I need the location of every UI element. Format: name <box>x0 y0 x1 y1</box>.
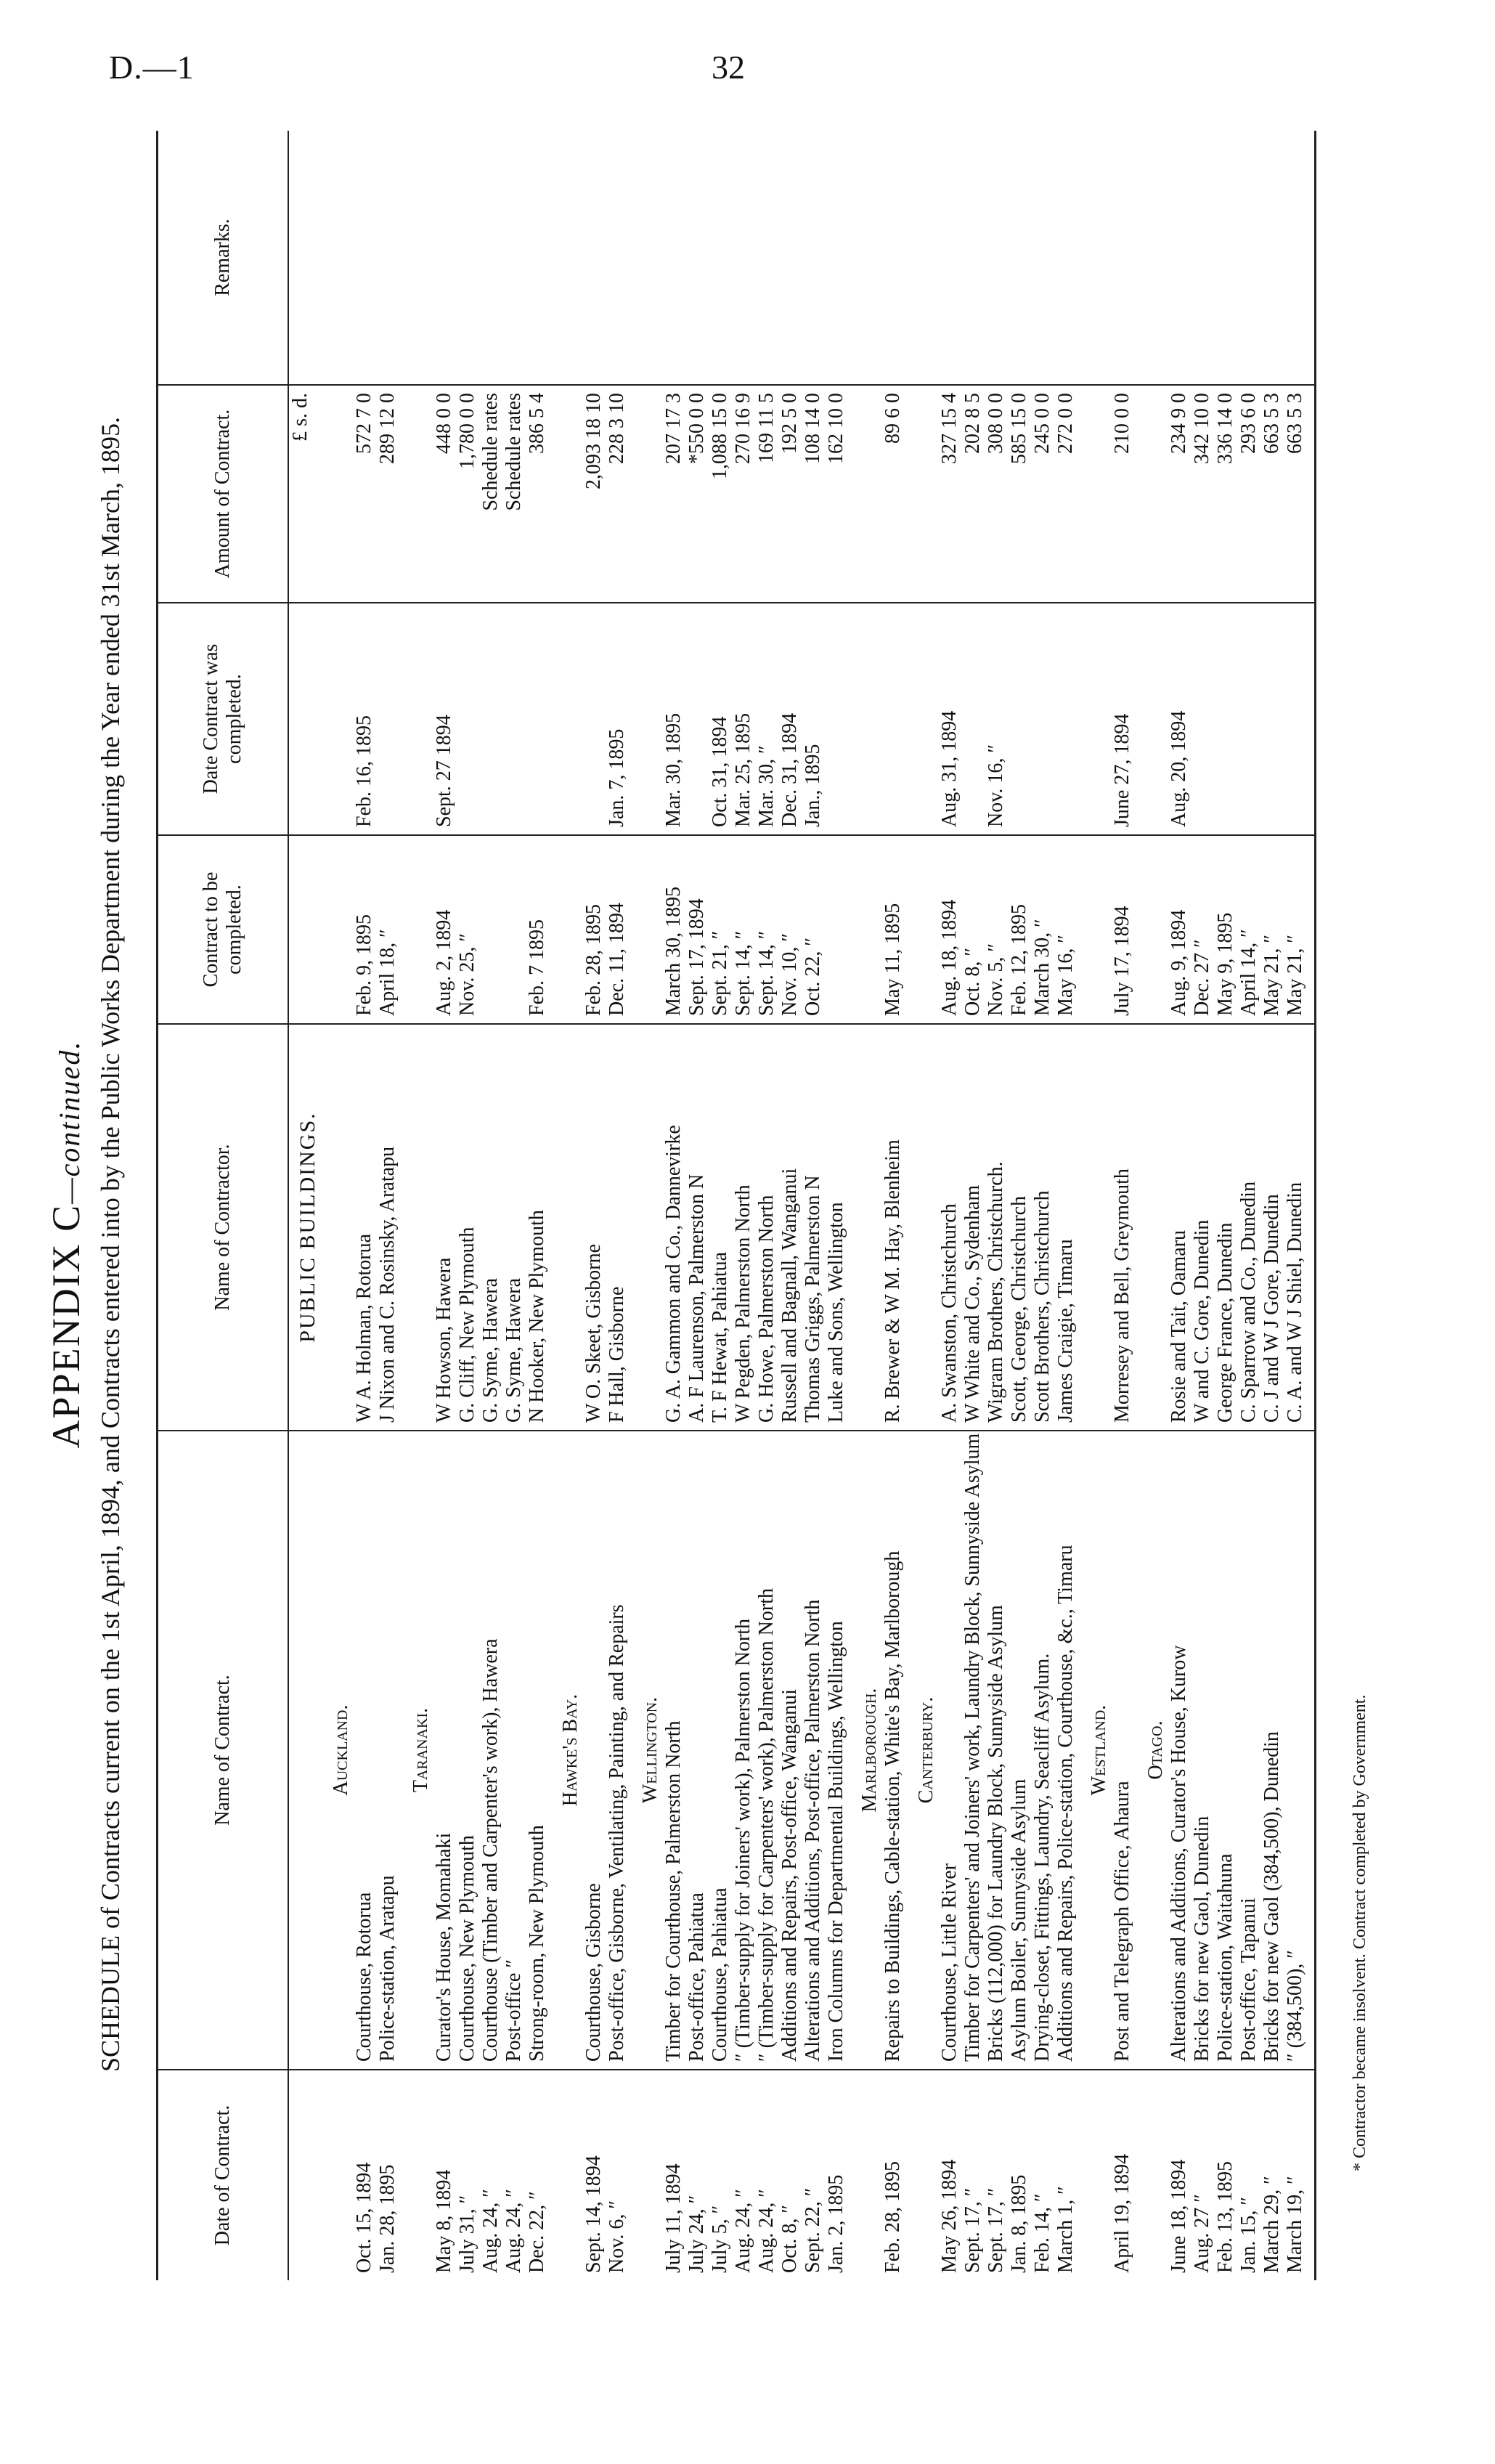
cell-contract: Post-office, Gisborne, Ventilating, Painting, and Repairs <box>606 1431 629 2070</box>
cell-to-complete: Sept. 17, 1894 <box>685 835 709 1024</box>
cell-contractor: G. Cliff, New Plymouth <box>456 1024 479 1431</box>
cell-contract: Post-office, Tapanui <box>1237 1431 1260 2070</box>
cell-remarks <box>825 131 848 385</box>
cell-contractor: C. A. and W J Shiel, Dunedin <box>1284 1024 1307 1431</box>
section-name: Auckland. <box>319 1431 353 2070</box>
cell-remarks <box>961 131 985 385</box>
cell-date: Feb. 14, ″ <box>1031 2193 1054 2273</box>
cell-contractor: Thomas Griggs, Palmerston N <box>802 1024 825 1431</box>
cell-contract: Iron Columns for Departmental Buildings, Wellington <box>825 1431 848 2070</box>
cell-to-complete: July 17, 1894 <box>1111 835 1134 1024</box>
cell-completed: Mar. 30, 1895 <box>662 603 685 835</box>
cell-to-complete: Feb. 9, 1895 <box>353 835 376 1024</box>
cell-remarks <box>1284 131 1307 385</box>
table-row <box>376 131 399 2280</box>
cell-contractor: W O. Skeet, Gisborne <box>582 1024 606 1431</box>
table-row <box>479 131 502 2280</box>
cell-amount: 308 0 0 <box>985 385 1008 603</box>
table-row <box>685 131 709 2280</box>
table-row <box>802 131 825 2280</box>
cell-amount: 1,780 0 0 <box>456 385 479 603</box>
cell-contract: Drying-closet, Fittings, Laundry, Seacliff Asylum. <box>1031 1431 1054 2070</box>
table-row <box>1284 131 1307 2280</box>
cell-contract: Courthouse (Timber and Carpenter's work), Hawera <box>479 1431 502 2070</box>
section-name: Otago. <box>1134 1431 1168 2070</box>
rotated-schedule <box>44 85 1409 2404</box>
cell-remarks <box>938 131 961 385</box>
cell-amount: 202 8 5 <box>961 385 985 603</box>
table-row <box>1237 131 1260 2280</box>
cell-contractor: Luke and Sons, Wellington <box>825 1024 848 1431</box>
cell-date: July 31, ″ <box>456 2195 478 2273</box>
table-row <box>1168 131 1191 2280</box>
cell-date: Aug. 24, ″ <box>502 2189 525 2273</box>
cell-amount: 572 7 0 <box>353 385 376 603</box>
cell-contract: Bricks for new Gaol (384,500), Dunedin <box>1260 1431 1284 2070</box>
cell-contractor: G. Syme, Hawera <box>502 1024 526 1431</box>
cell-amount: 327 15 4 <box>938 385 961 603</box>
cell-contractor: T. F Hewat, Pahiatua <box>709 1024 732 1431</box>
cell-contract: Courthouse, Little River <box>938 1431 961 2070</box>
cell-amount: 270 16 9 <box>732 385 755 603</box>
cell-date: Jan. 28, 1895 <box>376 2164 399 2273</box>
cell-contract: Bricks (112,000) for Laundry Block, Sunnyside Asylum <box>985 1431 1008 2070</box>
cell-amount: 272 0 0 <box>1054 385 1078 603</box>
table-row <box>606 131 629 2280</box>
cell-amount: 234 9 0 <box>1168 385 1191 603</box>
section-name: Marlborough. <box>848 1431 881 2070</box>
cell-contractor: N Hooker, New Plymouth <box>526 1024 549 1431</box>
cell-amount: 585 15 0 <box>1008 385 1031 603</box>
cell-completed <box>1008 603 1031 835</box>
cell-completed: Mar. 30, ″ <box>755 603 778 835</box>
cell-completed: Jan. 7, 1895 <box>606 603 629 835</box>
cell-contract: Post and Telegraph Office, Ahaura <box>1111 1431 1134 2070</box>
cell-remarks <box>1111 131 1134 385</box>
section-row <box>905 131 938 2280</box>
cell-contractor: James Craigie, Timaru <box>1054 1024 1078 1431</box>
cell-contractor: G. A. Gammon and Co., Dannevirke <box>662 1024 685 1431</box>
table-row <box>755 131 778 2280</box>
table-row <box>825 131 848 2280</box>
cell-completed <box>376 603 399 835</box>
cell-to-complete: Feb. 12, 1895 <box>1008 835 1031 1024</box>
cell-date: April 19, 1894 <box>1111 2153 1133 2273</box>
cell-remarks <box>526 131 549 385</box>
cell-remarks <box>709 131 732 385</box>
cell-contractor: George France, Dunedin <box>1214 1024 1237 1431</box>
table-row <box>456 131 479 2280</box>
cell-amount: 663 5 3 <box>1260 385 1284 603</box>
col-completed: Date Contract was completed. <box>158 603 289 835</box>
cell-remarks <box>1214 131 1237 385</box>
table-row <box>1054 131 1078 2280</box>
cell-contractor: Russell and Bagnall, Wanganui <box>778 1024 802 1431</box>
cell-date: June 18, 1894 <box>1168 2159 1190 2273</box>
cell-contractor: C. J and W J Gore, Dunedin <box>1260 1024 1284 1431</box>
cell-remarks <box>1168 131 1191 385</box>
cell-contractor: G. Howe, Palmerston North <box>755 1024 778 1431</box>
cell-date: Nov. 6, ″ <box>606 2200 628 2273</box>
cell-contract: Curator's House, Momahaki <box>433 1431 456 2070</box>
cell-completed <box>1284 603 1307 835</box>
cell-contractor: C. Sparrow and Co., Dunedin <box>1237 1024 1260 1431</box>
cell-amount: 210 0 0 <box>1111 385 1134 603</box>
cell-to-complete: Dec. 11, 1894 <box>606 835 629 1024</box>
cell-contractor: Scott Brothers, Christchurch <box>1031 1024 1054 1431</box>
cell-date: May 8, 1894 <box>433 2169 455 2273</box>
cell-amount: 342 10 0 <box>1191 385 1214 603</box>
cell-contractor: F Hall, Gisborne <box>606 1024 629 1431</box>
contracts-table <box>156 131 1316 2280</box>
cell-to-complete: May 21, ″ <box>1260 835 1284 1024</box>
cell-completed <box>526 603 549 835</box>
col-contractor: Name of Contractor. <box>158 1024 289 1431</box>
section-name: Westland. <box>1078 1431 1111 2070</box>
col-date: Date of Contract. <box>158 2070 289 2280</box>
table-row <box>526 131 549 2280</box>
cell-remarks <box>1191 131 1214 385</box>
cell-remarks <box>456 131 479 385</box>
cell-to-complete: Nov. 25, ″ <box>456 835 479 1024</box>
table-row <box>502 131 526 2280</box>
cell-contractor: W White and Co., Sydenham <box>961 1024 985 1431</box>
cell-completed <box>1191 603 1214 835</box>
cell-amount: 108 14 0 <box>802 385 825 603</box>
cell-to-complete: Sept. 14, ″ <box>755 835 778 1024</box>
cell-contractor: Morresey and Bell, Greymouth <box>1111 1024 1134 1431</box>
cell-to-complete: Oct. 8, ″ <box>961 835 985 1024</box>
cell-date: Jan. 2, 1895 <box>825 2174 847 2273</box>
cell-contract: Post-office ″ <box>502 1431 526 2070</box>
cell-contract: Courthouse, New Plymouth <box>456 1431 479 2070</box>
cell-date: July 5, ″ <box>709 2205 731 2273</box>
cell-to-complete: Nov. 10, ″ <box>778 835 802 1024</box>
cell-remarks <box>1054 131 1078 385</box>
cell-completed <box>479 603 502 835</box>
cell-amount: 162 10 0 <box>825 385 848 603</box>
cell-amount: 386 5 4 <box>526 385 549 603</box>
cell-to-complete: Aug. 9, 1894 <box>1168 835 1191 1024</box>
cell-date: Aug. 24, ″ <box>479 2189 502 2273</box>
cell-amount: 207 17 3 <box>662 385 685 603</box>
cell-remarks <box>802 131 825 385</box>
cell-completed: Jan., 1895 <box>802 603 825 835</box>
section-row <box>399 131 433 2280</box>
cell-to-complete: Aug. 2, 1894 <box>433 835 456 1024</box>
cell-completed <box>502 603 526 835</box>
section-name: Canterbury. <box>905 1431 938 2070</box>
cell-remarks <box>502 131 526 385</box>
cell-amount: 448 0 0 <box>433 385 456 603</box>
cell-to-complete <box>825 835 848 1024</box>
cell-date: July 11, 1894 <box>662 2163 685 2273</box>
cell-remarks <box>881 131 905 385</box>
cell-contract: Post-office, Pahiatua <box>685 1431 709 2070</box>
cell-completed: Nov. 16, ″ <box>985 603 1008 835</box>
cell-amount: 336 14 0 <box>1214 385 1237 603</box>
col-contract: Name of Contract. <box>158 1431 289 2070</box>
cell-completed: Sept. 27 1894 <box>433 603 456 835</box>
cell-completed <box>685 603 709 835</box>
table-row <box>709 131 732 2280</box>
cell-to-complete: Dec. 27 ″ <box>1191 835 1214 1024</box>
table-row <box>985 131 1008 2280</box>
cell-remarks <box>479 131 502 385</box>
table-row <box>582 131 606 2280</box>
table-row <box>1008 131 1031 2280</box>
col-to-complete: Contract to be completed. <box>158 835 289 1024</box>
cell-contract: Timber for Courthouse, Palmerston North <box>662 1431 685 2070</box>
cell-contract: Alterations and Additions, Curator's House, Kurow <box>1168 1431 1191 2070</box>
cell-completed: Oct. 31, 1894 <box>709 603 732 835</box>
cell-remarks <box>662 131 685 385</box>
section-row <box>1134 131 1168 2280</box>
cell-date: March 1, ″ <box>1054 2186 1077 2273</box>
cell-amount: 192 5 0 <box>778 385 802 603</box>
cell-to-complete: Aug. 18, 1894 <box>938 835 961 1024</box>
cell-date: Dec. 22, ″ <box>526 2191 548 2273</box>
table-row <box>1214 131 1237 2280</box>
cell-completed: June 27, 1894 <box>1111 603 1134 835</box>
cell-remarks <box>1237 131 1260 385</box>
section-row <box>1078 131 1111 2280</box>
table-row <box>732 131 755 2280</box>
table-body <box>288 131 1316 2280</box>
cell-completed <box>881 603 905 835</box>
cell-completed <box>1214 603 1237 835</box>
cell-completed <box>1054 603 1078 835</box>
cell-amount: Schedule rates <box>502 385 526 603</box>
col-amount: Amount of Contract. <box>158 385 289 603</box>
cell-contractor: W Howson, Hawera <box>433 1024 456 1431</box>
cell-date: Feb. 28, 1895 <box>881 2161 904 2273</box>
cell-to-complete: April 14, ″ <box>1237 835 1260 1024</box>
cell-amount: 89 6 0 <box>881 385 905 603</box>
cell-remarks <box>732 131 755 385</box>
cell-to-complete: May 16, ″ <box>1054 835 1078 1024</box>
table-row <box>1111 131 1134 2280</box>
table-row <box>662 131 685 2280</box>
cell-contractor: W Pegden, Palmerston North <box>732 1024 755 1431</box>
cell-remarks <box>353 131 376 385</box>
cell-to-complete: Sept. 14, ″ <box>732 835 755 1024</box>
table-row <box>1260 131 1284 2280</box>
cell-contract: ″ (Timber-supply for Joiners' work), Palmerston North <box>732 1431 755 2070</box>
table-row <box>353 131 376 2280</box>
document-reference: D.—1 <box>109 49 195 86</box>
amount-units: £ s. d. <box>288 385 319 603</box>
cell-date: Sept. 17, ″ <box>961 2187 984 2273</box>
cell-completed: Aug. 31, 1894 <box>938 603 961 835</box>
cell-date: Oct. 15, 1894 <box>353 2162 375 2273</box>
cell-completed: Dec. 31, 1894 <box>778 603 802 835</box>
table-row <box>938 131 961 2280</box>
cell-amount: 1,088 15 0 <box>709 385 732 603</box>
cell-contractor: W A. Holman, Rotorua <box>353 1024 376 1431</box>
cell-to-complete <box>502 835 526 1024</box>
cell-contractor: Rosie and Tait, Oamaru <box>1168 1024 1191 1431</box>
cell-contract: Strong-room, New Plymouth <box>526 1431 549 2070</box>
cell-contractor: Scott, George, Christchurch <box>1008 1024 1031 1431</box>
cell-remarks <box>433 131 456 385</box>
cell-remarks <box>778 131 802 385</box>
cell-date: Oct. 8, ″ <box>778 2204 801 2273</box>
cell-contractor: W and C. Gore, Dunedin <box>1191 1024 1214 1431</box>
cell-to-complete: March 30, 1895 <box>662 835 685 1024</box>
cell-to-complete: May 9, 1895 <box>1214 835 1237 1024</box>
table-row <box>1031 131 1054 2280</box>
cell-date: Aug. 24, ″ <box>732 2189 754 2273</box>
cell-to-complete: March 30, ″ <box>1031 835 1054 1024</box>
page-number: 32 <box>712 49 745 86</box>
cell-completed <box>1031 603 1054 835</box>
cell-remarks <box>376 131 399 385</box>
cell-amount: 289 12 0 <box>376 385 399 603</box>
cell-completed <box>825 603 848 835</box>
cell-date: Jan. 8, 1895 <box>1008 2174 1030 2273</box>
cell-completed: Aug. 20, 1894 <box>1168 603 1191 835</box>
cell-contractor: Wigram Brothers, Christchurch. <box>985 1024 1008 1431</box>
cell-contract: Police-station, Aratapu <box>376 1431 399 2070</box>
cell-remarks <box>1260 131 1284 385</box>
schedule-title: SCHEDULE of Contracts current on the 1st April, 1894, and Contracts entered into by the Public Works Department during the Year ended 31st March, 1895. <box>96 416 125 2073</box>
cell-contractor: A. Swanston, Christchurch <box>938 1024 961 1431</box>
cell-amount: Schedule rates <box>479 385 502 603</box>
cell-to-complete: Nov. 5, ″ <box>985 835 1008 1024</box>
cell-completed <box>1237 603 1260 835</box>
cell-amount: *550 0 0 <box>685 385 709 603</box>
cell-date: Aug. 27 ″ <box>1191 2194 1213 2273</box>
cell-date: Jan. 15, ″ <box>1237 2197 1260 2273</box>
cell-contract: Repairs to Buildings, Cable-station, White's Bay, Marlborough <box>881 1431 905 2070</box>
cell-remarks <box>985 131 1008 385</box>
table-row <box>961 131 985 2280</box>
cell-to-complete: Feb. 7 1895 <box>526 835 549 1024</box>
cell-amount: 245 0 0 <box>1031 385 1054 603</box>
cell-amount: 663 5 3 <box>1284 385 1307 603</box>
cell-contract: Additions and Repairs, Police-station, Courthouse, &c., Timaru <box>1054 1431 1078 2070</box>
cell-contract: ″ (384,500), ″ <box>1284 1431 1307 2070</box>
cell-contractor: G. Syme, Hawera <box>479 1024 502 1431</box>
appendix-title: APPENDIX C—continued. <box>44 1040 88 1449</box>
section-name: Wellington. <box>629 1431 662 2070</box>
cell-date: Sept. 17, ″ <box>985 2187 1007 2273</box>
cell-date: July 24, ″ <box>685 2195 708 2273</box>
cell-remarks <box>1031 131 1054 385</box>
cell-amount: 228 3 10 <box>606 385 629 603</box>
public-buildings-label: PUBLIC BUILDINGS. <box>288 1024 319 1431</box>
cell-date: May 26, 1894 <box>938 2159 961 2273</box>
cell-completed <box>961 603 985 835</box>
section-name: Hawke's Bay. <box>549 1431 582 2070</box>
cell-date: Sept. 14, 1894 <box>582 2155 605 2273</box>
section-row <box>848 131 881 2280</box>
cell-contractor: R. Brewer & W M. Hay, Blenheim <box>881 1024 905 1431</box>
cell-contract: Alterations and Additions, Post-office, Palmerston North <box>802 1431 825 2070</box>
cell-contract: Courthouse, Pahiatua <box>709 1431 732 2070</box>
cell-contract: ″ (Timber-supply for Carpenters' work), Palmerston North <box>755 1431 778 2070</box>
cell-to-complete: May 11, 1895 <box>881 835 905 1024</box>
cell-contract: Asylum Boiler, Sunnyside Asylum <box>1008 1431 1031 2070</box>
cell-to-complete: April 18, ″ <box>376 835 399 1024</box>
cell-contractor: A. F Laurenson, Palmerston N <box>685 1024 709 1431</box>
cell-amount: 293 6 0 <box>1237 385 1260 603</box>
table-end-row <box>1307 131 1316 2280</box>
cell-date: March 19, ″ <box>1284 2176 1306 2273</box>
col-remarks: Remarks. <box>158 131 289 385</box>
cell-date: March 29, ″ <box>1260 2176 1283 2273</box>
table-header-row <box>158 131 289 2280</box>
cell-date: Sept. 22, ″ <box>802 2187 824 2273</box>
cell-completed <box>456 603 479 835</box>
table-row <box>778 131 802 2280</box>
units-row <box>288 131 319 2280</box>
cell-remarks <box>755 131 778 385</box>
cell-date: Feb. 13, 1895 <box>1214 2161 1237 2273</box>
cell-to-complete: Sept. 21, ″ <box>709 835 732 1024</box>
cell-completed <box>582 603 606 835</box>
cell-remarks <box>1008 131 1031 385</box>
section-row <box>319 131 353 2280</box>
cell-amount: 169 11 5 <box>755 385 778 603</box>
section-row <box>629 131 662 2280</box>
cell-contractor: J Nixon and C. Rosinsky, Aratapu <box>376 1024 399 1431</box>
section-row <box>549 131 582 2280</box>
table-row <box>1191 131 1214 2280</box>
cell-date: Aug. 24, ″ <box>755 2189 778 2273</box>
cell-contract: Courthouse, Rotorua <box>353 1431 376 2070</box>
footnote: * Contractor became insolvent. Contract completed by Government. <box>1351 1694 1369 2171</box>
cell-completed: Feb. 16, 1895 <box>353 603 376 835</box>
cell-contract: Timber for Carpenters' and Joiners' work, Laundry Block, Sunnyside Asylum <box>961 1431 985 2070</box>
cell-to-complete <box>479 835 502 1024</box>
cell-contract: Courthouse, Gisborne <box>582 1431 606 2070</box>
cell-remarks <box>582 131 606 385</box>
cell-contract: Bricks for new Gaol, Dunedin <box>1191 1431 1214 2070</box>
cell-completed <box>1260 603 1284 835</box>
table-row <box>433 131 456 2280</box>
cell-to-complete: Oct. 22, ″ <box>802 835 825 1024</box>
cell-amount: 2,093 18 10 <box>582 385 606 603</box>
section-name: Taranaki. <box>399 1431 433 2070</box>
cell-to-complete: Feb. 28, 1895 <box>582 835 606 1024</box>
cell-completed: Mar. 25, 1895 <box>732 603 755 835</box>
cell-contract: Additions and Repairs, Post-office, Wanganui <box>778 1431 802 2070</box>
cell-to-complete: May 21, ″ <box>1284 835 1307 1024</box>
cell-remarks <box>606 131 629 385</box>
table-row <box>881 131 905 2280</box>
cell-remarks <box>685 131 709 385</box>
page-header <box>0 0 1495 94</box>
cell-contract: Police-station, Waitahuna <box>1214 1431 1237 2070</box>
